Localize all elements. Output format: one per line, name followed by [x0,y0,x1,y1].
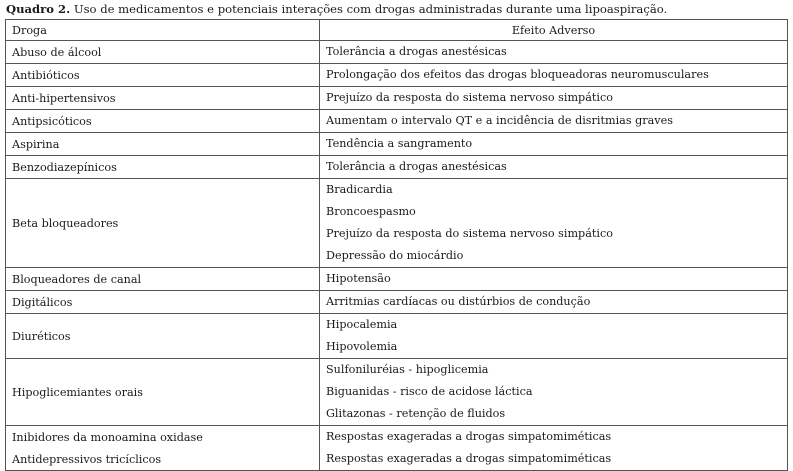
table-body [6,41,788,471]
effect-line: Arritmias cardíacas ou distúrbios de condução [326,295,591,308]
drug-cell: Digitálicos [6,291,320,314]
effect-cell [320,87,788,110]
effect-cell [320,268,788,291]
table-row [6,133,788,156]
column-header-effect: Efeito Adverso [320,20,788,41]
effect-cell [320,156,788,179]
drug-cell: Diuréticos [6,314,320,359]
effect-line: Hipovolemia [326,340,398,353]
effect-cell [320,41,788,64]
effect-line: Tendência a sangramento [326,137,473,150]
effect-line: Bradicardia [326,183,393,196]
effect-cell [320,448,788,471]
effect-line: Prolongação dos efeitos das drogas bloqueadoras neuromusculares [326,68,709,81]
table-row [6,156,788,179]
effect-cell [320,291,788,314]
drug-cell: Inibidores da monoamina oxidase [6,426,320,449]
table-row [6,110,788,133]
effect-line: Prejuízo da resposta do sistema nervoso simpático [326,91,613,104]
effect-line: Aumentam o intervalo QT e a incidência de disritmias graves [326,114,673,127]
effect-line: Tolerância a drogas anestésicas [326,45,507,58]
effect-cell [320,110,788,133]
drug-cell: Beta bloqueadores [6,179,320,268]
drug-cell: Antipsicóticos [6,110,320,133]
drug-cell: Aspirina [6,133,320,156]
drug-cell: Anti-hipertensivos [6,87,320,110]
table-row [6,268,788,291]
caption-label: Quadro 2. [6,2,71,16]
table-row [6,87,788,110]
effect-line: Glitazonas - retenção de fluidos [326,407,506,420]
table-row [6,426,788,449]
drug-cell: Benzodiazepínicos [6,156,320,179]
drug-cell: Hipoglicemiantes orais [6,359,320,426]
effect-line: Depressão do miocárdio [326,249,464,262]
effect-line: Prejuízo da resposta do sistema nervoso simpático [326,227,613,240]
table-caption [6,1,667,17]
table-row [6,41,788,64]
drug-cell: Bloqueadores de canal [6,268,320,291]
header-row [6,20,788,41]
effect-line: Tolerância a drogas anestésicas [326,160,507,173]
drug-interaction-table [5,19,788,471]
effect-cell [320,179,788,268]
effect-line: Respostas exageradas a drogas simpatomiméticas [326,430,612,443]
table-row [6,64,788,87]
effect-cell [320,133,788,156]
table-row [6,291,788,314]
drug-cell: Antidepressivos tricíclicos [6,448,320,471]
effect-line: Respostas exageradas a drogas simpatomiméticas [326,452,612,465]
effect-cell [320,426,788,449]
effect-line: Sulfoniluréias - hipoglicemia [326,363,489,376]
table-row [6,359,788,426]
effect-cell [320,64,788,87]
table-row [6,448,788,471]
effect-line: Hipotensão [326,272,391,285]
table-row [6,314,788,359]
effect-cell [320,314,788,359]
effect-line: Broncoespasmo [326,205,416,218]
drug-cell: Antibióticos [6,64,320,87]
table-row [6,179,788,268]
effect-line: Biguanidas - risco de acidose láctica [326,385,533,398]
caption-text: Uso de medicamentos e potenciais interações com drogas administradas durante uma lipoaspiração. [73,2,668,16]
drug-cell: Abuso de álcool [6,41,320,64]
effect-line: Hipocalemia [326,318,398,331]
column-header-drug: Droga [6,20,320,41]
effect-cell [320,359,788,426]
